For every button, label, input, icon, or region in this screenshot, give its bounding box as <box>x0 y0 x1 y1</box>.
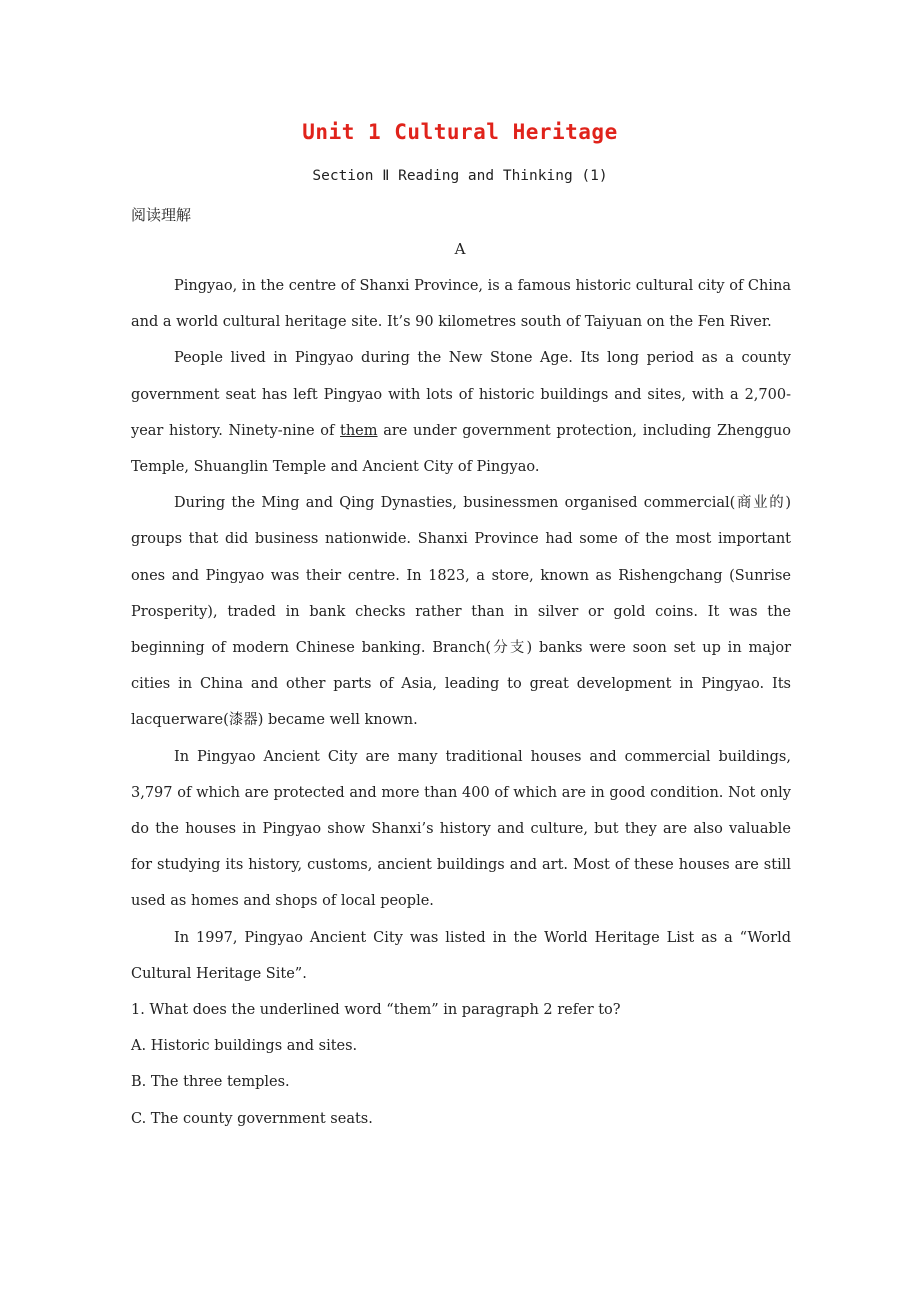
reading-comprehension-label: 阅读理解 <box>131 206 192 224</box>
paragraph-1: Pingyao, in the centre of Shanxi Province, is a famous historic cultural city of China and a world cultural heritage site. It’s 90 kilometres south of Taiyuan on the Fen River. <box>131 278 791 331</box>
paragraph-2 <box>131 340 791 485</box>
section-subtitle: Section Ⅱ Reading and Thinking (1) <box>312 168 608 184</box>
question-1-option-a: A. Historic buildings and sites. <box>131 1038 358 1055</box>
question-1-option-c: C. The county government seats. <box>131 1110 373 1127</box>
paragraph-2-part-1: People lived in Pingyao during the New Stone Age. Its long period as a county government seat has left Pingyao with lots of historic buildings and sites, with a 2,700-year history. Ninety-nine of <box>131 350 791 439</box>
paragraph-4: In Pingyao Ancient City are many traditional houses and commercial buildings, 3,797 of which are protected and more than 400 of which are in good condition. Not only do the houses in Pingyao show Shanxi’s history and culture, but they are also valuable for studying its history, customs, ancient buildings and art. Most of these houses are still used as homes and shops of local people. <box>131 748 791 910</box>
paragraph-3: During the Ming and Qing Dynasties, businessmen organised commercial(商业的) groups that did business nationwide. Shanxi Province had some of the most important ones and Pingyao was their centre. In 1823, a store, known as Rishengchang (Sunrise Prosperity), traded in bank checks rather than in silver or gold coins. It was the beginning of modern Chinese banking. Branch(分支) banks were soon set up in major cities in China and other parts of Asia, leading to great development in Pingyao. Its lacquerware(漆器) became well known. <box>131 495 791 729</box>
question-1-option-b: B. The three temples. <box>131 1074 290 1091</box>
underlined-word-them: them <box>340 422 378 439</box>
question-1-stem: 1. What does the underlined word “them” in paragraph 2 refer to? <box>131 1002 621 1019</box>
paragraph-5: In 1997, Pingyao Ancient City was listed in the World Heritage List as a “World Cultural Heritage Site”. <box>131 929 791 982</box>
unit-title: Unit 1 Cultural Heritage <box>302 120 618 144</box>
passage-letter: A <box>454 240 466 258</box>
paragraph-2-part-2: are under government protection, including Zhengguo Temple, Shuanglin Temple and Ancient City of Pingyao. <box>131 422 791 476</box>
passage-body <box>131 268 791 1137</box>
